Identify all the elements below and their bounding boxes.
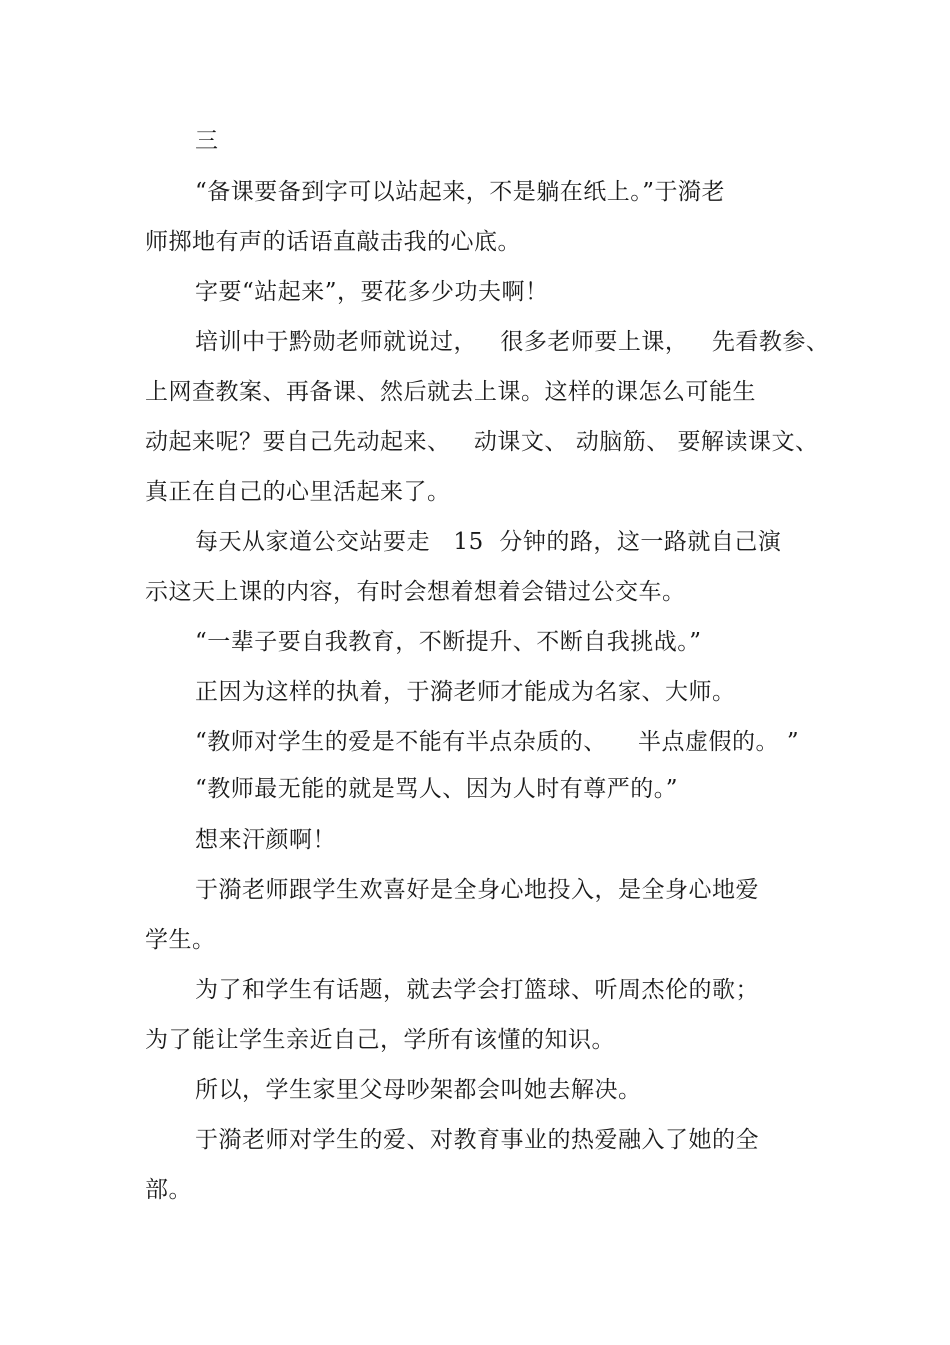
text-line: 于漪老师对学生的爱、对教育事业的热爱融入了她的全 <box>195 1127 759 1153</box>
text-line: “一辈子要自我教育，不断提升、不断自我挑战。” <box>195 629 702 655</box>
text-line: 上网查教案、再备课、然后就去上课。这样的课怎么可能生 <box>145 379 756 405</box>
text-line: “备课要备到字可以站起来，不是躺在纸上。”于漪老 <box>195 179 726 205</box>
text-line: 正因为这样的执着，于漪老师才能成为名家、大师。 <box>195 679 736 705</box>
text-line: 学生。 <box>145 927 216 953</box>
text-line: 为了和学生有话题，就去学会打篮球、听周杰伦的歌； <box>195 977 759 1003</box>
text-line: “教师对学生的爱是不能有半点杂质的、 半点虚假的。 ” <box>195 729 800 755</box>
text-line: 培训中于黔勋老师就说过， 很多老师要上课， 先看教参、 <box>195 329 830 355</box>
text-line: “教师最无能的就是骂人、因为人时有尊严的。” <box>195 776 679 802</box>
section-number: 三 <box>195 128 219 154</box>
text-line: 字要“站起来”，要花多少功夫啊！ <box>195 279 549 305</box>
text-line: 于漪老师跟学生欢喜好是全身心地投入，是全身心地爱 <box>195 877 759 903</box>
text-line: 部。 <box>145 1177 192 1203</box>
text-line: 师掷地有声的话语直敲击我的心底。 <box>145 229 521 255</box>
text-line: 想来汗颜啊！ <box>195 827 336 853</box>
text-line: 动起来呢？要自己先动起来、 动课文、 动脑筋、 要解读课文、 <box>145 429 819 455</box>
text-line: 所以，学生家里父母吵架都会叫她去解决。 <box>195 1077 642 1103</box>
text-line: 每天从家道公交站要走 15 分钟的路，这一路就自己演 <box>195 529 782 555</box>
text-line: 真正在自己的心里活起来了。 <box>145 479 451 505</box>
text-line: 为了能让学生亲近自己，学所有该懂的知识。 <box>145 1027 615 1053</box>
text-line: 示这天上课的内容，有时会想着想着会错过公交车。 <box>145 579 686 605</box>
